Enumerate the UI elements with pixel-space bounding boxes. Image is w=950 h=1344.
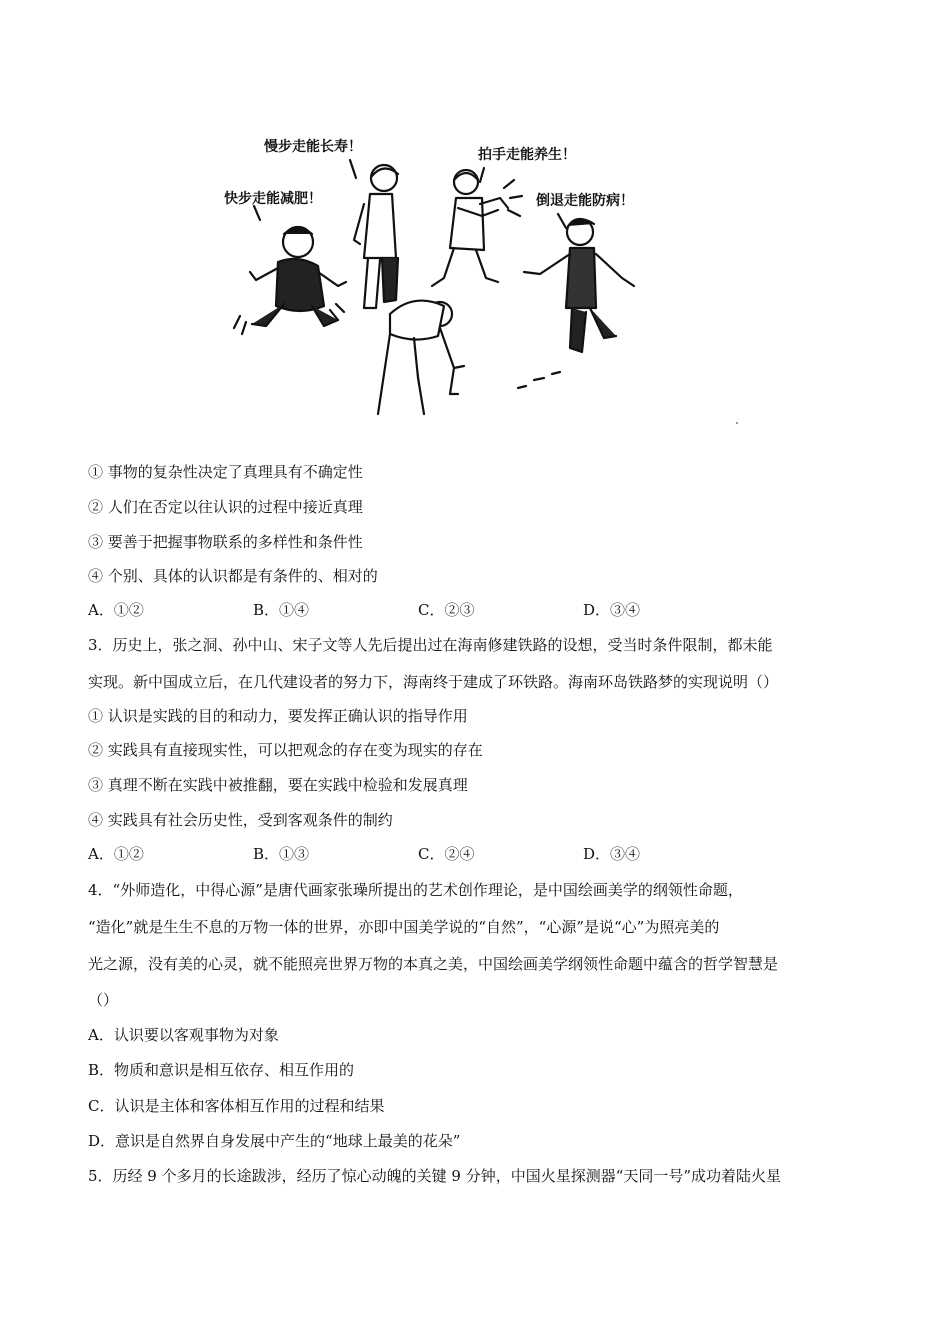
q2-option-b[interactable]: B．①④ <box>253 601 310 619</box>
backward-walker-figure <box>518 219 634 388</box>
cartoon-illustration <box>218 128 648 424</box>
q2-statement-4: ④ 个别、具体的认识都是有条件的、相对的 <box>88 567 378 585</box>
clapping-walker-figure <box>432 170 522 286</box>
q2-option-c[interactable]: C．②③ <box>418 601 475 619</box>
q3-option-c[interactable]: C．②④ <box>418 845 475 863</box>
q3-statement-4: ④ 实践具有社会历史性，受到客观条件的制约 <box>88 811 393 829</box>
q3-option-d[interactable]: D．③④ <box>583 845 641 863</box>
speech-bubble-slow: 慢步走能长寿！ <box>264 139 362 155</box>
q4-option-b[interactable]: B．物质和意识是相互依存、相互作用的 <box>88 1061 355 1079</box>
q3-statement-2: ② 实践具有直接现实性，可以把观念的存在变为现实的存在 <box>88 741 483 759</box>
speech-bubble-clap: 拍手走能养生！ <box>478 147 576 163</box>
q4-stem-line-1: 4．“外师造化，中得心源”是唐代画家张璪所提出的艺术创作理论，是中国绘画美学的纲领性命题， <box>88 881 743 899</box>
q2-statement-2: ② 人们在否定以往认识的过程中接近真理 <box>88 498 363 516</box>
q3-option-a[interactable]: A．①② <box>88 845 144 863</box>
stray-mark <box>736 422 738 424</box>
q2-statement-1: ① 事物的复杂性决定了真理具有不确定性 <box>88 463 363 481</box>
q4-stem-line-2: “造化”就是生生不息的万物一体的世界，亦即中国美学说的“自然”，“心源”是说“心”为照亮美的 <box>88 918 720 936</box>
q2-option-a[interactable]: A．①② <box>88 601 144 619</box>
q3-statement-3: ③ 真理不断在实践中被推翻，要在实践中检验和发展真理 <box>88 776 468 794</box>
q3-statement-1: ① 认识是实践的目的和动力，要发挥正确认识的指导作用 <box>88 707 468 725</box>
q2-statement-3: ③ 要善于把握事物联系的多样性和条件性 <box>88 533 363 551</box>
q3-options <box>88 844 688 864</box>
bending-walker-figure <box>378 301 464 414</box>
fast-walker-figure <box>234 227 346 334</box>
q3-stem-line-2: 实现。新中国成立后，在几代建设者的努力下，海南终于建成了环铁路。海南环岛铁路梦的实现说明（） <box>88 673 779 691</box>
q5-stem-line-1: 5．历经 9 个多月的长途跋涉，经历了惊心动魄的关键 9 分钟，中国火星探测器“天同一号”成功着陆火星 <box>88 1167 782 1185</box>
q4-stem-line-3: 光之源，没有美的心灵，就不能照亮世界万物的本真之美，中国绘画美学纲领性命题中蕴含的哲学智慧是 <box>88 955 779 973</box>
q4-option-c[interactable]: C．认识是主体和客体相互作用的过程和结果 <box>88 1097 385 1115</box>
q2-options <box>88 600 688 620</box>
speech-bubble-fast: 快步走能减肥！ <box>224 191 322 207</box>
slow-walker-figure <box>354 165 398 308</box>
speech-bubble-backward: 倒退走能防病！ <box>536 193 634 209</box>
q2-option-d[interactable]: D．③④ <box>583 601 641 619</box>
q3-stem-line-1: 3．历史上，张之洞、孙中山、宋子文等人先后提出过在海南修建铁路的设想，受当时条件限制，都未能 <box>88 636 773 654</box>
q4-option-d[interactable]: D．意识是自然界自身发展中产生的“地球上最美的花朵” <box>88 1132 461 1150</box>
q4-stem-line-4: （） <box>88 991 119 1009</box>
walking-people-drawing <box>218 128 648 424</box>
q4-option-a[interactable]: A．认识要以客观事物为对象 <box>88 1026 279 1044</box>
q3-option-b[interactable]: B．①③ <box>253 845 310 863</box>
